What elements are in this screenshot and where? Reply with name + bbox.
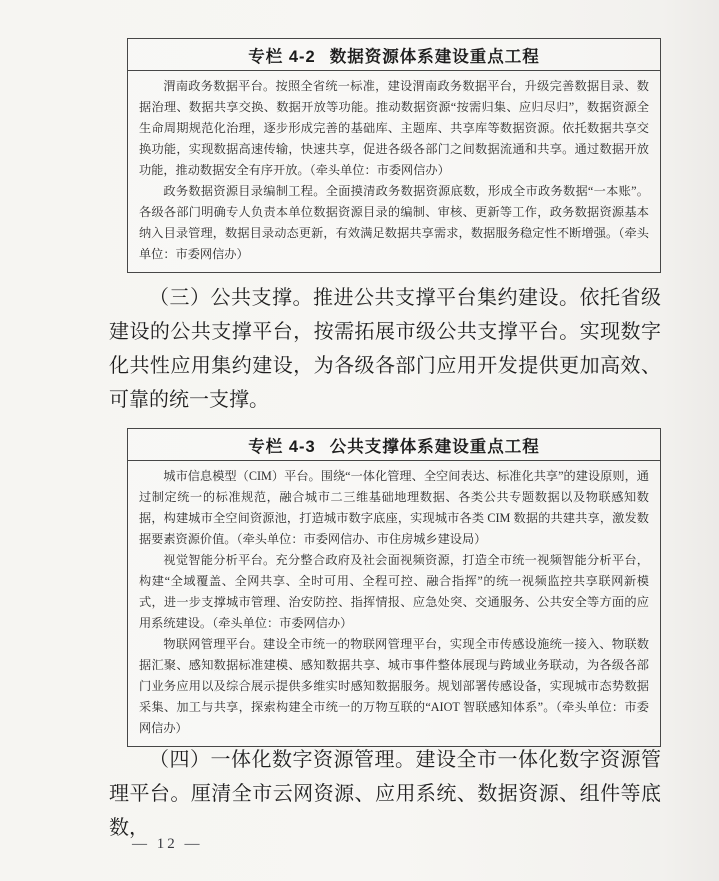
panel-4-3-label: 专栏 4-3: [248, 438, 316, 456]
section-4-paragraph: （四）一体化数字资源管理。建设全市一体化数字资源管理平台。厘清全市云网资源、应用系统、数据资源、组件等底数，: [109, 749, 661, 839]
page-number: — 12 —: [132, 836, 203, 852]
panel-4-2-paragraph: 政务数据资源目录编制工程。全面摸清政务数据资源底数，形成全市政务数据“一本账”。各级各部门明确专人负责本单位数据资源目录的编制、审核、更新等工作，政务数据资源基本纳入目录管理，数据目录动态更新，有效满足数据共享需求，数据服务稳定性不断增强。（牵头单位：市委网信办）: [139, 184, 649, 261]
section-3-paragraph: （三）公共支撑。推进公共支撑平台集约建设。依托省级建设的公共支撑平台，按需拓展市级公共支撑平台。实现数字化共性应用集约建设，为各级各部门应用开发提供更加高效、可靠的统一支撑。: [109, 287, 661, 411]
panel-4-3-title: [128, 429, 660, 461]
panel-4-3-paragraph: 物联网管理平台。建设全市统一的物联网管理平台，实现全市传感设施统一接入、物联数据汇聚、感知数据标准建模、感知数据共享、城市事件整体展现与跨域业务联动，为各级各部门业务应用以及综合展示提供多维实时感知数据服务。规划部署传感设备，实现城市态势数据采集、加工与共享，探索构建全市统一的万物互联的“AIOT 智联感知体系”。（牵头单位：市委网信办）: [139, 637, 649, 735]
panel-4-2-name: 数据资源体系建设重点工程: [329, 48, 540, 66]
panel-4-2-label: 专栏 4-2: [248, 48, 316, 66]
panel-4-2-title: [128, 39, 660, 71]
panel-4-3: [127, 428, 661, 747]
panel-4-3-body: [128, 461, 660, 746]
panel-4-3-paragraph: 城市信息模型（CIM）平台。围绕“一体化管理、全空间表达、标准化共享”的建设原则，通过制定统一的标准规范，融合城市二三维基础地理数据、各类公共专题数据以及物联感知数据，构建城市全空间资源池，打造城市数字底座，实现城市各类 CIM 数据的共建共享，激发数据要素资源价值。（牵头单位：市委网信办、市住房城乡建设局）: [139, 469, 649, 546]
panel-4-2-body: [128, 71, 660, 272]
panel-4-3-name: 公共支撑体系建设重点工程: [329, 438, 540, 456]
panel-4-3-paragraph: 视觉智能分析平台。充分整合政府及社会面视频资源，打造全市统一视频智能分析平台，构建“全域覆盖、全网共享、全时可用、全程可控、融合指挥”的统一视频监控共享联网新模式，进一步支撑城市管理、治安防控、指挥情报、应急处突、交通服务、公共安全等方面的应用系统建设。（牵头单位：市委网信办）: [139, 553, 649, 630]
panel-4-2: [127, 38, 661, 273]
panel-4-2-paragraph: 渭南政务数据平台。按照全省统一标准，建设渭南政务数据平台，升级完善数据目录、数据治理、数据共享交换、数据开放等功能。推动数据资源“按需归集、应归尽归”，数据资源全生命周期规范化治理，逐步形成完善的基础库、主题库、共享库等数据资源。依托数据共享交换功能，实现数据高速传输，快速共享，促进各级各部门之间数据流通和共享。通过数据开放功能，推动数据安全有序开放。（牵头单位：市委网信办）: [139, 79, 649, 177]
